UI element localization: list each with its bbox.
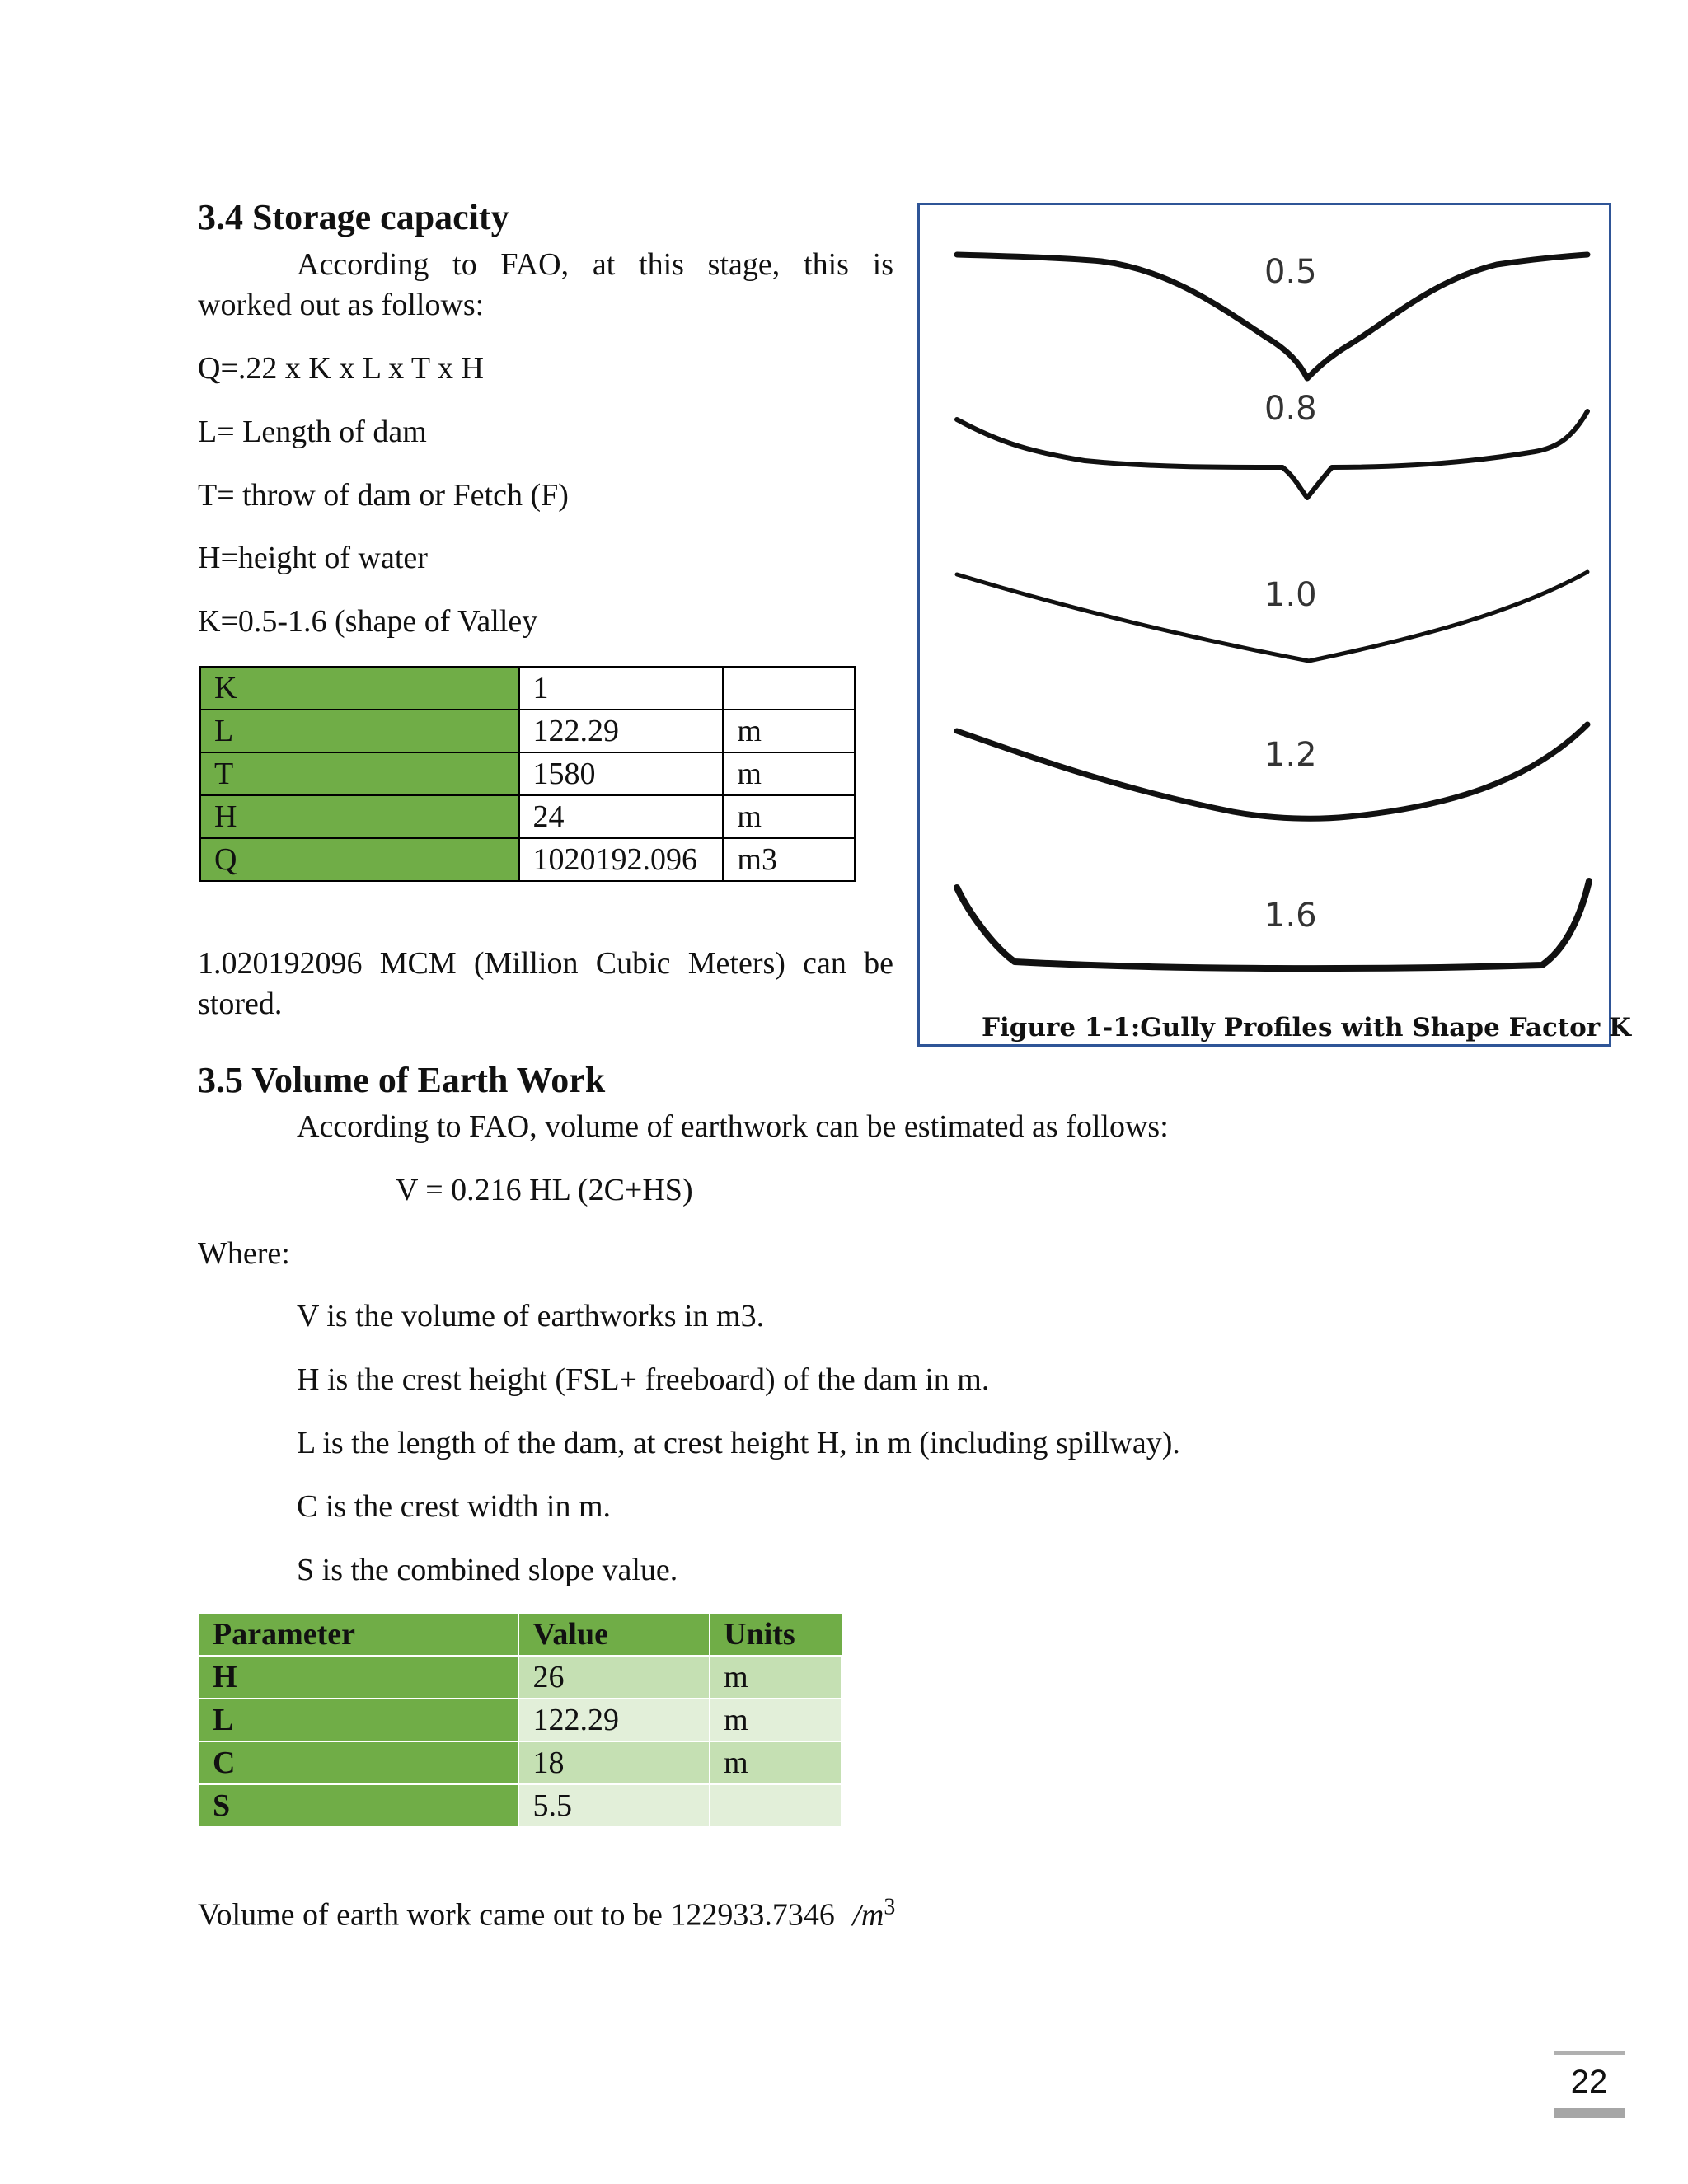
earthwork-formula: V = 0.216 HL (2C+HS) <box>396 1173 693 1207</box>
header-cell: Value <box>518 1614 710 1656</box>
definition-L: L is the length of the dam, at crest height H, in m (including spillway). <box>297 1426 1180 1460</box>
unit-cell: m <box>710 1741 842 1784</box>
unit-cell: m <box>723 752 855 795</box>
table-row <box>199 1656 842 1699</box>
earthwork-result <box>198 1892 895 1935</box>
earthwork-table <box>199 1614 842 1828</box>
value-cell: 26 <box>518 1656 710 1699</box>
k-label: 0.5 <box>1264 253 1317 291</box>
param-cell: K <box>200 667 519 710</box>
storage-result-line-1: 1.020192096 MCM (Million Cubic Meters) can be <box>198 946 893 981</box>
value-cell: 122.29 <box>519 710 724 752</box>
definition-H: H is the crest height (FSL+ freeboard) of the dam in m. <box>297 1362 990 1397</box>
value-cell: 1020192.096 <box>519 838 724 881</box>
definition-V: V is the volume of earthworks in m3. <box>297 1299 765 1333</box>
page-number-top-rule <box>1554 2051 1625 2055</box>
k-label: 1.0 <box>1264 576 1317 614</box>
definition-C: C is the crest width in m. <box>297 1489 612 1524</box>
param-cell: L <box>199 1699 518 1741</box>
param-cell: S <box>199 1784 518 1827</box>
table-row <box>200 752 855 795</box>
table-row <box>199 1699 842 1741</box>
page-number-bottom-bar <box>1554 2108 1625 2118</box>
unit-cell: m <box>723 710 855 752</box>
table-row <box>200 710 855 752</box>
value-cell: 24 <box>519 795 724 838</box>
k-label: 1.2 <box>1264 736 1317 774</box>
table-header-row <box>199 1614 842 1656</box>
where-label: Where: <box>198 1236 290 1271</box>
table-row <box>199 1784 842 1827</box>
param-cell: H <box>199 1656 518 1699</box>
value-cell: 1580 <box>519 752 724 795</box>
value-cell: 122.29 <box>518 1699 710 1741</box>
unit-cell: m <box>723 795 855 838</box>
unit-cell: m <box>710 1656 842 1699</box>
earthwork-result-text: Volume of earth work came out to be 122933.7346 <box>198 1897 835 1933</box>
storage-formula: Q=.22 x K x L x T x H <box>198 351 484 386</box>
section-heading-volume-of-earth-work: 3.5 Volume of Earth Work <box>198 1060 606 1100</box>
page-number: 22 <box>1570 2064 1608 2100</box>
storage-result-line-2: stored. <box>198 987 283 1021</box>
section-heading-storage-capacity: 3.4 Storage capacity <box>198 197 509 237</box>
table-row <box>199 1741 842 1784</box>
intro-line-1: According to FAO, at this stage, this is <box>297 247 893 282</box>
value-cell: 1 <box>519 667 724 710</box>
param-cell: T <box>200 752 519 795</box>
header-cell: Parameter <box>199 1614 518 1656</box>
table-row <box>200 838 855 881</box>
table-row <box>200 667 855 710</box>
unit-cell <box>710 1784 842 1827</box>
definition-K: K=0.5-1.6 (shape of Valley <box>198 604 538 639</box>
definition-S: S is the combined slope value. <box>297 1553 678 1587</box>
value-cell: 5.5 <box>518 1784 710 1827</box>
k-label: 1.6 <box>1264 897 1317 935</box>
unit-cell: m3 <box>723 838 855 881</box>
unit-cell: m <box>710 1699 842 1741</box>
k-label: 0.8 <box>1264 390 1317 428</box>
section-35-intro: According to FAO, volume of earthwork can be estimated as follows: <box>297 1109 1169 1144</box>
definition-L: L= Length of dam <box>198 415 427 449</box>
definition-H: H=height of water <box>198 541 428 575</box>
param-cell: H <box>200 795 519 838</box>
unit-slash: / <box>852 1897 861 1933</box>
unit-exponent: 3 <box>884 1894 896 1919</box>
param-cell: L <box>200 710 519 752</box>
value-cell: 18 <box>518 1741 710 1784</box>
gully-profiles-figure <box>917 203 1631 1047</box>
earthwork-result-unit <box>852 1894 896 1933</box>
definition-T: T= throw of dam or Fetch (F) <box>198 478 569 513</box>
storage-table <box>199 666 856 882</box>
gully-profiles-illustration <box>920 205 1609 996</box>
header-cell: Units <box>710 1614 842 1656</box>
figure-caption: Figure 1-1:Gully Profiles with Shape Factor K <box>982 1013 1631 1043</box>
unit-symbol: m <box>860 1897 884 1933</box>
intro-line-2: worked out as follows: <box>198 288 485 322</box>
unit-cell <box>723 667 855 710</box>
table-row <box>200 795 855 838</box>
param-cell: C <box>199 1741 518 1784</box>
param-cell: Q <box>200 838 519 881</box>
